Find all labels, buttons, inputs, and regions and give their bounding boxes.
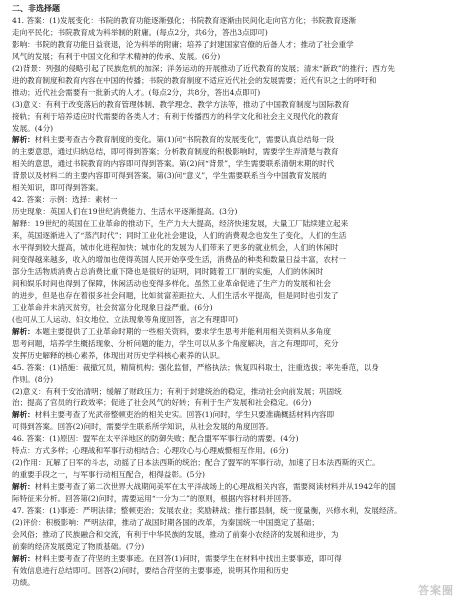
line-text: 影响：书院的教育功能日益衰退，沦为科举的附庸；培养了封建国家官僚的后备人才；推动了社会重学: [12, 39, 354, 49]
line-text: 47. 答案：(1)事迹：严明法律；整顿吏治；发展农业；奖励耕战；推行郡县制，统一度量衡，兴修水利，发展经济。: [12, 506, 402, 516]
text-line: [12, 99, 454, 111]
line-text: 可得到答案。回答(2)问时，需要学生联系所学知识，从社会发展的角度回答。: [12, 422, 274, 432]
text-line: [12, 206, 454, 218]
line-text: 间和娱乐时间也得到了保障，休闲活动也变得多样化。虽然工业革命促进了生产力的发展和社会: [12, 278, 331, 288]
line-text: 接轨；有利于培养适应时代需要的各类人才；有利于传播西方的科学文化和社会主义现代化的教育: [12, 111, 339, 121]
line-text: 水平得到较大提高，城市化进程加快；城市化的发展为人们带来了更多的就业机会，人们的休闲时: [12, 243, 339, 253]
text-line: [12, 314, 454, 326]
text-line: [12, 457, 454, 469]
text-line: [12, 158, 454, 170]
text-line: [12, 51, 454, 63]
text-line: [12, 338, 454, 350]
line-text: 有效信息进行总结即可。回答(2)问时，要结合苻坚的主要事迹，说明其作用和历史: [12, 565, 289, 575]
text-line: [12, 374, 454, 386]
text-line: [12, 146, 454, 158]
line-text: 材料主要考查了第二次世界大战期间美军在太平洋战场上的心理战相关内容，需要阅读材料并从1942年的国: [34, 482, 396, 492]
analysis-block: [12, 134, 454, 194]
line-text: 材料主要考查了苻坚的主要事迹。在回答(1)问时，需要学生在材料中找出主要事迹，即可得: [34, 553, 342, 563]
text-line: [12, 386, 454, 398]
line-text: 思考问题，培养学生概括现象、分析问题的能力，学生可以从多个角度解决，言之有理即可，充分: [12, 338, 339, 348]
analysis-label: 解析：: [12, 326, 35, 336]
line-text: 的进步，但是也存在着很多社会问题，比如贫富差距拉大、人们生活水平提高，但是同时也引发了: [12, 290, 339, 300]
text-line: [12, 553, 454, 565]
analysis-label: 解析：: [12, 135, 35, 145]
text-line: [12, 75, 454, 87]
analysis-block: [12, 326, 454, 362]
line-text: 解释：19世纪的英国在工业革命的推动下，生产力大大提高，经济快速发展，大量工厂陆续建立起来: [12, 219, 349, 229]
analysis-block: [12, 409, 454, 433]
line-text: 作则。(8分): [12, 374, 54, 384]
text-line: [12, 254, 454, 266]
text-line: [12, 577, 454, 589]
line-text: 间变得越来越多，收入的增加也使得英国人民开始享受生活，消费品的种类和数量日益丰富，农村一: [12, 255, 347, 265]
line-text: (3)意义：有利于改变落后的教育管理体制、教学理念、教学方法等，推动了中国教育制度与国际教育: [12, 99, 350, 109]
text-line: [12, 266, 454, 278]
text-line: [12, 469, 454, 481]
analysis-label: 解析：: [12, 410, 35, 420]
line-text: (也可从工人运动、妇女地位、立法现象等角度回答，言之有理即可): [12, 314, 239, 324]
answer-content: [12, 15, 454, 589]
answer-block: [12, 362, 454, 410]
section-title: 二、非选择题: [12, 4, 60, 13]
text-line: [12, 123, 454, 135]
text-line: [12, 63, 454, 75]
text-line: [12, 421, 454, 433]
line-text: 前秦的经济发展奠定了物质基础。(7分): [12, 541, 145, 551]
text-line: [12, 87, 454, 99]
line-text: 风气的发展；有利于中国文化和学术精神的传承、发展。(6分): [12, 51, 221, 61]
line-text: (2)意义：有利于安治清明；缓解了财政压力；有利于封建统治的稳定，推动社会向前发展；巩固统: [12, 386, 342, 396]
text-line: [12, 565, 454, 577]
line-text: 本题主要提供了工业革命时期的一些相关资料，要求学生思考并能利用相关资料从多角度: [34, 326, 331, 336]
text-line: [12, 182, 454, 194]
line-text: (2)背景：列强的侵略引起了民族危机的加深；洋务运动的开展推动了近代教育的发展；清末“新政”的推行；西方先: [12, 63, 396, 73]
text-line: [12, 278, 454, 290]
text-line: [12, 134, 454, 146]
analysis-block: [12, 553, 454, 589]
line-text: 41. 答案：(1)发展变化：书院的教育功能逐渐强化；书院教育逐渐由民间化走向官方化；书院教育逐渐: [12, 15, 357, 25]
text-line: [12, 493, 454, 505]
answer-block: [12, 433, 454, 481]
text-line: [12, 27, 454, 39]
line-text: 相关的意思，通过书院教育的内容即可得到答案。第(2)问“背景”，学生需要联系清朝末期的时代: [12, 159, 335, 169]
line-text: 会风俗；推动了民族融合和交流，有利于中华民族的发展，推动了前秦小农经济的发展和进步，为: [12, 529, 339, 539]
answer-block: [12, 505, 454, 553]
line-text: 发展。(4分): [12, 123, 54, 133]
line-text: 功绩。: [12, 577, 35, 587]
line-text: 相关知识，即可得到答案。: [12, 183, 104, 193]
line-text: 工业革命并未消灭贫穷，社会贫富分化现象日益严重。(6分): [12, 302, 213, 312]
text-line: [12, 242, 454, 254]
text-line: [12, 39, 454, 51]
line-text: 背景以及材料二的主要内容即可得到答案。第(3)问“意义”，学生需要联系当今中国教育发展的: [12, 171, 327, 181]
analysis-block: [12, 481, 454, 505]
line-text: 的重要手段之一，与军事行动相互配合，相得益彰。(5分): [12, 470, 206, 480]
line-text: 历史现象：英国人们在19世纪消费能力、生活水平逐渐提高。(3分): [12, 207, 238, 217]
text-line: [12, 505, 454, 517]
line-text: 际特征来分析。回答第(2)问时，需要运用“一分为二”的原则，根据内容材料并回答。: [12, 494, 297, 504]
text-line: [12, 397, 454, 409]
text-line: [12, 409, 454, 421]
watermark-logo: 答案圈: [418, 584, 454, 598]
text-line: [12, 218, 454, 230]
text-line: [12, 326, 454, 338]
line-text: 进的教育制度和教育内容在中国的传播；书院的教育制度不适应近代社会的发展需要；近代有识之士的呼吁和: [12, 75, 377, 85]
text-line: [12, 302, 454, 314]
line-text: 45. 答案：(1)措施：裁撤冗员，精简机构；强化监督，严格执法；恢复四科取士，注重选拔；率先垂范，以身: [12, 362, 379, 372]
line-text: 42. 答案：示例：选择：素材一: [12, 195, 118, 205]
text-line: [12, 194, 454, 206]
line-text: 46. 答案：(1)原因：盟军在太平洋地区的防御失败；配合盟军军事行动的需要。(4分): [12, 434, 299, 444]
answer-block: [12, 194, 454, 325]
text-line: [12, 517, 454, 529]
analysis-label: 解析：: [12, 482, 35, 492]
text-line: [12, 433, 454, 445]
text-line: [12, 111, 454, 123]
analysis-label: 解析：: [12, 553, 35, 563]
text-line: [12, 170, 454, 182]
text-line: [12, 529, 454, 541]
line-text: 特点：方式多样；心理战和军事行动相结合；心理攻心与心理威慑相互作用。(6分): [12, 446, 289, 456]
line-text: 治；提高了官员的行政效率；促进了社会风气的好转；有利于生产发展和社会稳定。(6分): [12, 398, 312, 408]
line-text: 部分生活物质消费占总消费比重下降也是很好的证明，同时随着工厂制的实施，人们的休闲时: [12, 266, 324, 276]
text-line: [12, 290, 454, 302]
line-text: 推动；近代社会需要有一批新式的人才。(每点2分，共8分，答出4点即可): [12, 87, 261, 97]
line-text: 的主要意思，通过归纳总结，即可得到答案；分析教育制度的积极影响时，需要学生弄清楚与教育: [12, 147, 339, 157]
text-line: [12, 362, 454, 374]
text-line: [12, 230, 454, 242]
line-text: 材料主要考查古今教育制度的变化。第(1)问“书院教育的发展变化”，需要认真总结每一段: [34, 135, 335, 145]
line-text: (2)作用：瓦解了日军的斗志，动摇了日本法西斯的统治；配合了盟军的军事行动，加速了日本法西斯的灭亡。: [12, 458, 380, 468]
line-text: 来，英国逐渐进入了“蒸汽时代”；同时工业化社会建设，人们的消费观念也发生了变化，人们的生活: [12, 231, 347, 241]
answer-block: [12, 15, 454, 135]
text-line: [12, 15, 454, 27]
line-text: 材料主要考查了光武帝整顿吏治的相关史实。回答(1)问时，学生只要准确概括材料内容即: [34, 410, 335, 420]
text-line: [12, 445, 454, 457]
line-text: 走向平民化；书院教育成为科举制的附庸。(每点2分，共6分，答出3点即可): [12, 27, 268, 37]
text-line: [12, 350, 454, 362]
line-text: 发挥历史解释的核心素养，体现出对历史学科核心素养的认识。: [12, 350, 225, 360]
line-text: (2)评价：积极影响：严明法律，推动了战国时期各国的改革，为秦国统一中国奠定了基础；: [12, 517, 319, 527]
text-line: [12, 481, 454, 493]
text-line: [12, 541, 454, 553]
